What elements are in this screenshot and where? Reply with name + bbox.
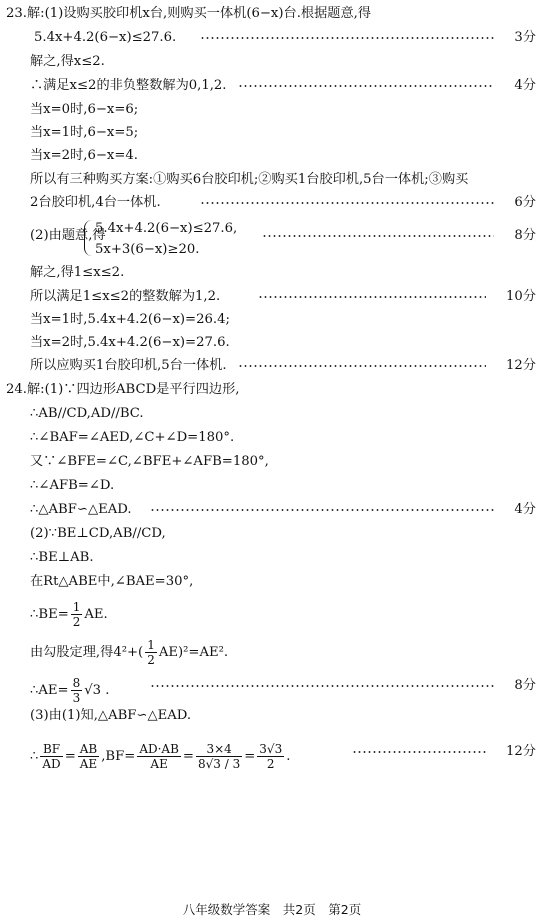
q24-line-5: ∴∠AFB=∠D. — [30, 478, 115, 493]
leader-dots — [150, 685, 494, 687]
score: 12分 — [506, 358, 536, 373]
q24-line-11: 由勾股定理,得4²+( $\frac{1}{2}$ AE)²=AE². — [30, 638, 229, 667]
q24-line-13: (3)由(1)知,△ABF∽△EAD. — [30, 708, 192, 723]
fraction: $\frac{8}{3}$ — [72, 676, 81, 705]
q23-line-3: 解之,得x≤2. — [30, 54, 105, 69]
q23-line-7: 当x=2时,6−x=4. — [30, 148, 138, 163]
leader-dots — [150, 509, 494, 511]
score: 8分 — [514, 678, 536, 693]
q23-line-16: 所以应购买1台胶印机,5台一体机. 12分 — [0, 356, 544, 376]
leader-dots — [200, 202, 494, 204]
leader-dots — [352, 751, 486, 753]
score: 12分 — [506, 744, 536, 759]
score: 4分 — [514, 502, 536, 517]
q23-line-15: 当x=2时,5.4x+4.2(6−x)=27.6. — [30, 335, 230, 350]
q24-line-1: 24.解:(1)∵四边形ABCD是平行四边形, — [6, 382, 240, 397]
q23-line-8: 所以有三种购买方案:①购买6台胶印机;②购买1台胶印机,5台一体机;③购买 — [30, 172, 469, 187]
score: 10分 — [506, 289, 536, 304]
fraction: $\frac{1}{2}$ — [72, 600, 81, 629]
fraction: $\frac{BF}{AD}$ — [42, 742, 61, 771]
leader-dots — [238, 365, 486, 367]
q23-line-4: ∴满足x≤2的非负整数解为0,1,2. 4分 — [0, 76, 544, 96]
q23-line-13: 所以满足1≤x≤2的整数解为1,2. 10分 — [0, 287, 544, 307]
fraction: $\frac{AB}{AE}$ — [79, 742, 98, 771]
fraction: $\frac{3√3}{2}$ — [259, 742, 283, 771]
fraction: $\frac{1}{2}$ — [147, 638, 155, 667]
q24-line-6: ∴△ABF∽△EAD. 4分 — [0, 500, 544, 520]
q24-line-9: 在Rt△ABE中,∠BAE=30°, — [30, 574, 194, 589]
q24-line-8: ∴BE⊥AB. — [30, 550, 94, 565]
leader-dots — [200, 37, 494, 39]
q24-line-10: ∴BE= $\frac{1}{2}$ AE. — [30, 600, 108, 629]
fraction: $\frac{AD\cdot AB}{AE}$ — [139, 742, 179, 771]
score: 4分 — [514, 78, 536, 93]
q23-line-12: 解之,得1≤x≤2. — [30, 265, 125, 280]
score: 8分 — [514, 228, 536, 243]
q23-line-2: 5.4x+4.2(6−x)≤27.6. 3分 — [0, 28, 544, 48]
q23-line-6: 当x=1时,6−x=5; — [30, 125, 139, 140]
q23-line-5: 当x=0时,6−x=6; — [30, 102, 139, 117]
q24-line-12: ∴AE= $\frac{8}{3}$ √3 . 8分 — [30, 676, 536, 705]
q24-line-7: (2)∵BE⊥CD,AB//CD, — [30, 526, 166, 541]
q24-line-14: ∴ $\frac{BF}{AD}$ = $\frac{AB}{AE}$ ,BF= $\frac{AD\cdot AB}{AE}$ = $\frac{3\times 4}{8√3 / 3}$ = $\frac{3√3}{2}$ . 12分 — [30, 742, 536, 771]
q23-line-11: 5x+3(6−x)≥20. — [95, 242, 200, 257]
q23-line-10: (2)由题意,得 5.4x+4.2(6−x)≤27.6, 8分 — [0, 226, 544, 246]
q23-line-14: 当x=1时,5.4x+4.2(6−x)=26.4; — [30, 312, 230, 327]
leader-dots — [258, 296, 486, 298]
q24-line-3: ∴∠BAF=∠AED,∠C+∠D=180°. — [30, 430, 235, 445]
leader-dots — [238, 85, 494, 87]
leader-dots — [262, 235, 494, 237]
q24-line-4: 又∵∠BFE=∠C,∠BFE+∠AFB=180°, — [30, 454, 269, 469]
q23-line-9: 2台胶印机,4台一体机. 6分 — [0, 193, 544, 213]
page-footer: 八年级数学答案 共2页 第2页 — [182, 902, 362, 917]
score: 6分 — [514, 195, 536, 210]
score: 3分 — [514, 30, 536, 45]
q24-line-2: ∴AB//CD,AD//BC. — [30, 406, 144, 421]
fraction: $\frac{3\times 4}{8√3 / 3}$ — [197, 742, 241, 771]
q23-line-1: 23.解:(1)设购买胶印机x台,则购买一体机(6−x)台.根据题意,得 — [6, 6, 372, 21]
